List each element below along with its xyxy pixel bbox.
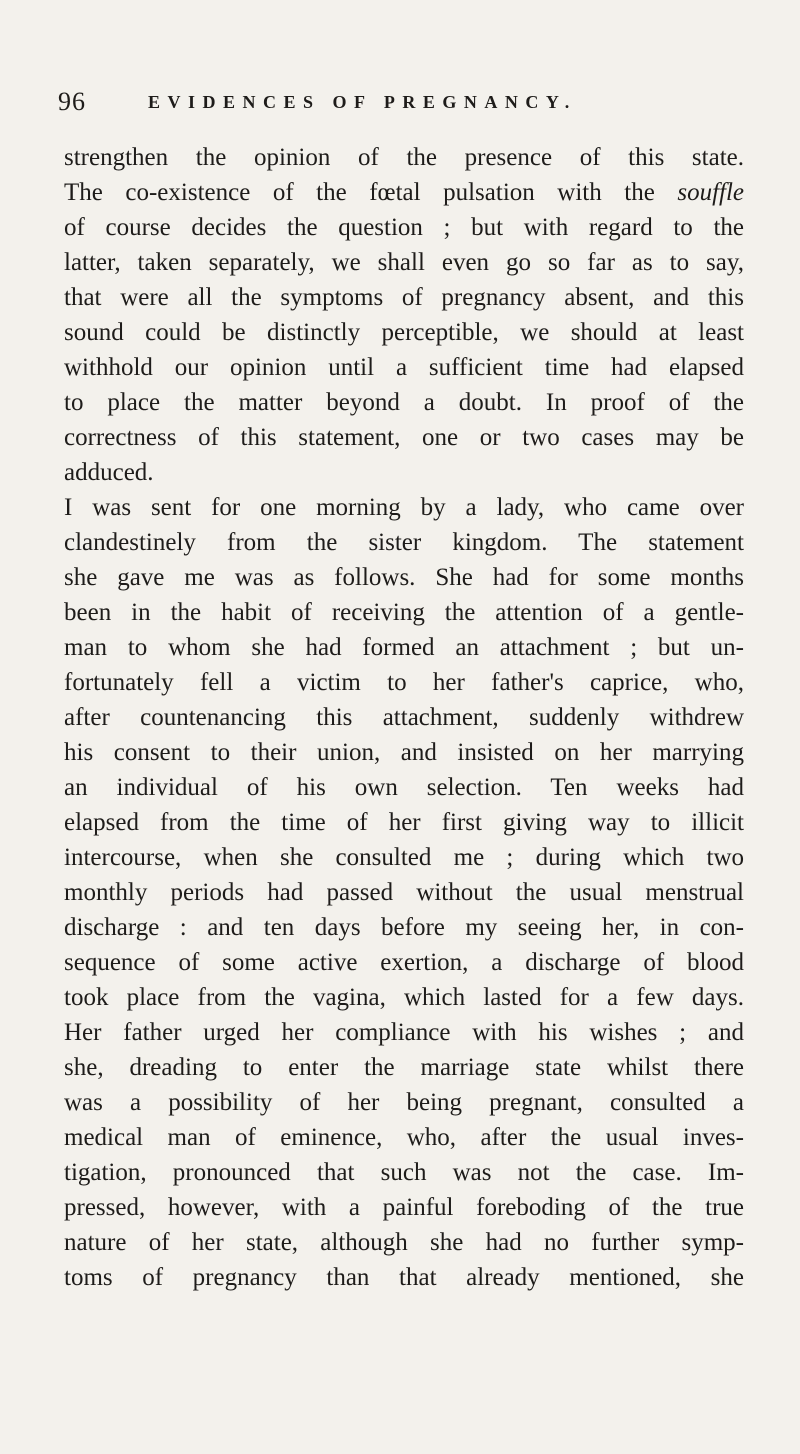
text-line: clandestinely from the sister kingdom. The statement — [64, 529, 744, 556]
text-line: pressed, however, with a painful foreboding of the true — [64, 1194, 744, 1221]
text-line: adduced. — [64, 459, 154, 486]
text-line: fortunately fell a victim to her father's caprice, who, — [64, 669, 744, 696]
page-number: 96 — [58, 87, 86, 116]
text-line: been in the habit of receiving the attention of a gentle- — [64, 599, 744, 626]
text-line: sequence of some active exertion, a discharge of blood — [64, 949, 744, 976]
text-line: monthly periods had passed without the usual menstrual — [64, 879, 744, 906]
italic-term: souffle — [677, 179, 745, 206]
text-segment: The co-existence of the fœtal pulsation with the — [64, 179, 655, 206]
text-line: sound could be distinctly perceptible, we should at least — [64, 319, 744, 346]
text-line: strengthen the opinion of the presence of this state. — [64, 144, 744, 171]
text-line: withhold our opinion until a sufficient time had elapsed — [64, 354, 744, 381]
text-line: to place the matter beyond a doubt. In proof of the — [64, 389, 744, 416]
text-line: correctness of this statement, one or two cases may be — [64, 424, 744, 451]
text-line: latter, taken separately, we shall even go so far as to say, — [64, 249, 744, 276]
text-line: discharge : and ten days before my seeing her, in con- — [64, 914, 744, 941]
page-header — [58, 86, 758, 120]
running-head: EVIDENCES OF PREGNANCY. — [148, 92, 577, 112]
text-line: his consent to their union, and insisted on her marrying — [64, 739, 744, 766]
text-line — [64, 175, 744, 210]
text-line: after countenancing this attachment, suddenly withdrew — [64, 704, 744, 731]
text-line: she, dreading to enter the marriage state whilst there — [64, 1054, 744, 1081]
text-line: man to whom she had formed an attachment ; but un- — [64, 634, 744, 661]
text-line: toms of pregnancy than that already mentioned, she — [64, 1264, 744, 1291]
text-line: took place from the vagina, which lasted for a few days. — [64, 984, 744, 1011]
text-line: medical man of eminence, who, after the usual inves- — [64, 1124, 744, 1151]
text-line: elapsed from the time of her first giving way to illicit — [64, 809, 744, 836]
text-line: an individual of his own selection. Ten weeks had — [64, 774, 744, 801]
text-line: was a possibility of her being pregnant, consulted a — [64, 1089, 744, 1116]
body-text — [64, 140, 744, 1295]
text-line: that were all the symptoms of pregnancy absent, and this — [64, 284, 744, 311]
text-line: she gave me was as follows. She had for some months — [64, 564, 744, 591]
text-line: nature of her state, although she had no further symp- — [64, 1229, 744, 1256]
text-line: of course decides the question ; but with regard to the — [64, 214, 744, 241]
text-line: tigation, pronounced that such was not the case. Im- — [64, 1159, 744, 1186]
text-line: intercourse, when she consulted me ; during which two — [64, 844, 744, 871]
text-line: I was sent for one morning by a lady, who came over — [64, 494, 744, 521]
text-line: Her father urged her compliance with his wishes ; and — [64, 1019, 744, 1046]
